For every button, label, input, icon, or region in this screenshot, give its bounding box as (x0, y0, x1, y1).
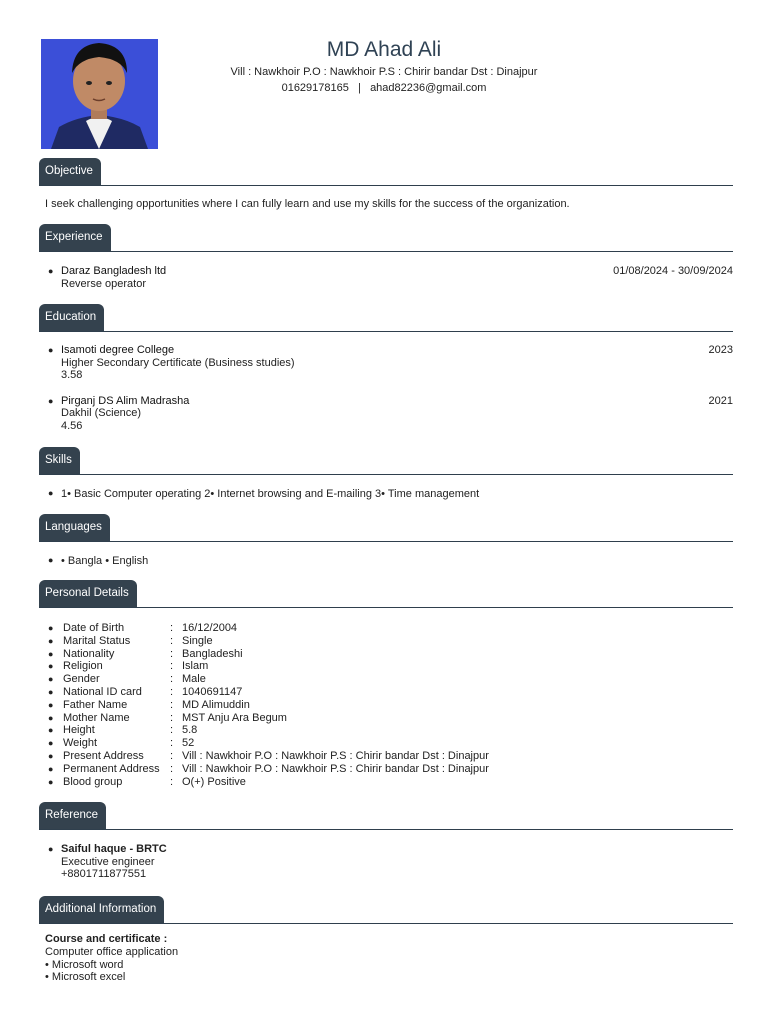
bullet-icon: ● (48, 686, 54, 697)
detail-colon: : (170, 634, 174, 647)
detail-value: O(+) Positive (182, 775, 246, 788)
detail-key: Date of Birth (63, 622, 125, 634)
detail-value: 16/12/2004 (182, 622, 238, 634)
section-header (39, 448, 733, 475)
section-header (39, 159, 733, 186)
additional-content (39, 933, 733, 984)
reference-role: Executive engineer (61, 855, 155, 868)
detail-value: 1040691147 (182, 685, 243, 698)
detail-value: MST Anju Ara Begum (182, 711, 287, 724)
bullet-icon: ● (48, 725, 54, 736)
additional-title: Course and certificate : (45, 933, 168, 945)
personal-detail-row (45, 724, 489, 737)
detail-colon: : (170, 737, 174, 750)
education-entry (39, 344, 733, 382)
detail-key: Marital Status (63, 634, 131, 647)
additional-info-section (39, 897, 733, 984)
detail-colon: : (170, 762, 174, 775)
personal-detail-row (45, 686, 489, 699)
personal-detail-row (45, 737, 489, 750)
personal-detail-row (45, 750, 489, 763)
detail-value: Male (182, 673, 206, 686)
section-title: Experience (39, 224, 111, 251)
reference-name: Saiful haque - BRTC (61, 843, 167, 855)
experience-section (39, 225, 733, 290)
bullet-icon: ● (48, 648, 54, 659)
additional-line: Computer office application (45, 945, 179, 958)
bullet-icon: ● (48, 712, 54, 723)
entry-date: 2023 (708, 344, 733, 356)
personal-detail-row (45, 712, 489, 725)
education-entry (39, 395, 733, 433)
personal-detail-row (45, 776, 489, 789)
entry-subtitle: Reverse operator (61, 277, 146, 290)
section-header (39, 515, 733, 542)
entry-title: Pirganj DS Alim Madrasha (61, 394, 190, 407)
detail-colon: : (170, 660, 174, 673)
detail-value: Vill : Nawkhoir P.O : Nawkhoir P.S : Chirir bandar Dst : Dinajpur (182, 749, 489, 762)
personal-detail-row (45, 648, 489, 661)
header-contact: 01629178165 | ahad82236@gmail.com (281, 82, 487, 94)
detail-key: National ID card (63, 685, 142, 698)
detail-colon: : (170, 698, 174, 711)
bullet-icon: ● (48, 555, 54, 565)
detail-colon: : (170, 673, 174, 686)
detail-key: Religion (63, 660, 103, 673)
entry-title: Isamoti degree College (61, 344, 175, 356)
bullet-icon: ● (48, 635, 54, 646)
detail-key: Present Address (63, 749, 144, 762)
personal-detail-row (45, 763, 489, 776)
entry-result: 3.58 (61, 369, 83, 381)
bullet-icon: ● (48, 674, 54, 685)
personal-details-table (45, 622, 489, 788)
bullet-icon: ● (48, 661, 54, 672)
detail-key: Weight (63, 737, 98, 750)
section-title: Additional Information (39, 896, 164, 923)
languages-list (39, 555, 733, 567)
entry-date: 01/08/2024 - 30/09/2024 (613, 265, 733, 277)
skills-list (39, 488, 733, 500)
additional-line: • Microsoft word (45, 958, 124, 971)
detail-colon: : (170, 622, 174, 634)
header-address: Vill : Nawkhoir P.O : Nawkhoir P.S : Chirir bandar Dst : Dinajpur (230, 66, 538, 78)
bullet-icon: ● (48, 763, 54, 774)
detail-colon: : (170, 647, 174, 660)
skills-section (39, 448, 733, 500)
detail-value: Single (182, 634, 213, 647)
additional-line: • Microsoft excel (45, 971, 126, 984)
bullet-icon: ● (48, 488, 54, 498)
section-title: Skills (39, 447, 80, 474)
personal-details-section (39, 581, 733, 788)
detail-value: MD Alimuddin (182, 698, 250, 711)
detail-value: Vill : Nawkhoir P.O : Nawkhoir P.S : Chirir bandar Dst : Dinajpur (182, 762, 489, 775)
section-header (39, 581, 733, 608)
section-title: Personal Details (39, 580, 137, 607)
detail-key: Father Name (63, 698, 128, 711)
detail-key: Nationality (63, 647, 115, 660)
bullet-icon: ● (48, 738, 54, 749)
detail-key: Mother Name (63, 711, 130, 724)
detail-key: Height (63, 724, 95, 737)
detail-key: Permanent Address (63, 762, 160, 775)
section-title: Languages (39, 514, 110, 541)
personal-detail-row (45, 622, 489, 635)
section-title: Reference (39, 802, 106, 829)
personal-detail-row (45, 660, 489, 673)
bullet-icon: ● (48, 345, 54, 355)
reference-section (39, 803, 733, 881)
entry-result: 4.56 (61, 419, 83, 432)
entry-degree: Higher Secondary Certificate (Business studies) (61, 356, 295, 369)
skills-text: 1• Basic Computer operating 2• Internet browsing and E-mailing 3• Time management (61, 488, 480, 500)
section-title: Objective (39, 158, 101, 185)
detail-colon: : (170, 724, 174, 737)
bullet-icon: ● (48, 776, 54, 787)
detail-value: 5.8 (182, 724, 198, 737)
detail-colon: : (170, 775, 174, 788)
detail-value: Bangladeshi (182, 647, 243, 660)
reference-entry (39, 843, 733, 881)
section-header (39, 225, 733, 252)
detail-value: Islam (182, 660, 209, 673)
bullet-icon: ● (48, 750, 54, 761)
detail-key: Gender (63, 673, 100, 686)
detail-colon: : (170, 711, 174, 724)
education-section (39, 305, 733, 432)
bullet-icon: ● (48, 623, 54, 633)
personal-detail-row (45, 673, 489, 686)
objective-section (39, 159, 733, 210)
detail-key: Blood group (63, 775, 123, 788)
languages-text: • Bangla • English (61, 555, 149, 567)
section-header (39, 897, 733, 924)
section-title: Education (39, 304, 104, 331)
detail-colon: : (170, 685, 174, 698)
personal-detail-row (45, 699, 489, 712)
bullet-icon: ● (48, 266, 54, 276)
detail-value: 52 (182, 737, 195, 750)
experience-entry (39, 265, 733, 290)
languages-section (39, 515, 733, 567)
entry-date: 2021 (708, 394, 733, 407)
entry-degree: Dakhil (Science) (61, 407, 142, 419)
bullet-icon: ● (48, 699, 54, 710)
objective-text: I seek challenging opportunities where I can fully learn and use my skills for the success of the organization. (45, 198, 570, 210)
section-header (39, 305, 733, 332)
personal-detail-row (45, 635, 489, 648)
detail-colon: : (170, 749, 174, 762)
candidate-name: MD Ahad Ali (326, 38, 442, 61)
section-header (39, 803, 733, 830)
bullet-icon: ● (48, 844, 54, 854)
entry-title: Daraz Bangladesh ltd (61, 265, 167, 277)
reference-phone: +8801711877551 (61, 868, 147, 880)
bullet-icon: ● (48, 395, 54, 406)
